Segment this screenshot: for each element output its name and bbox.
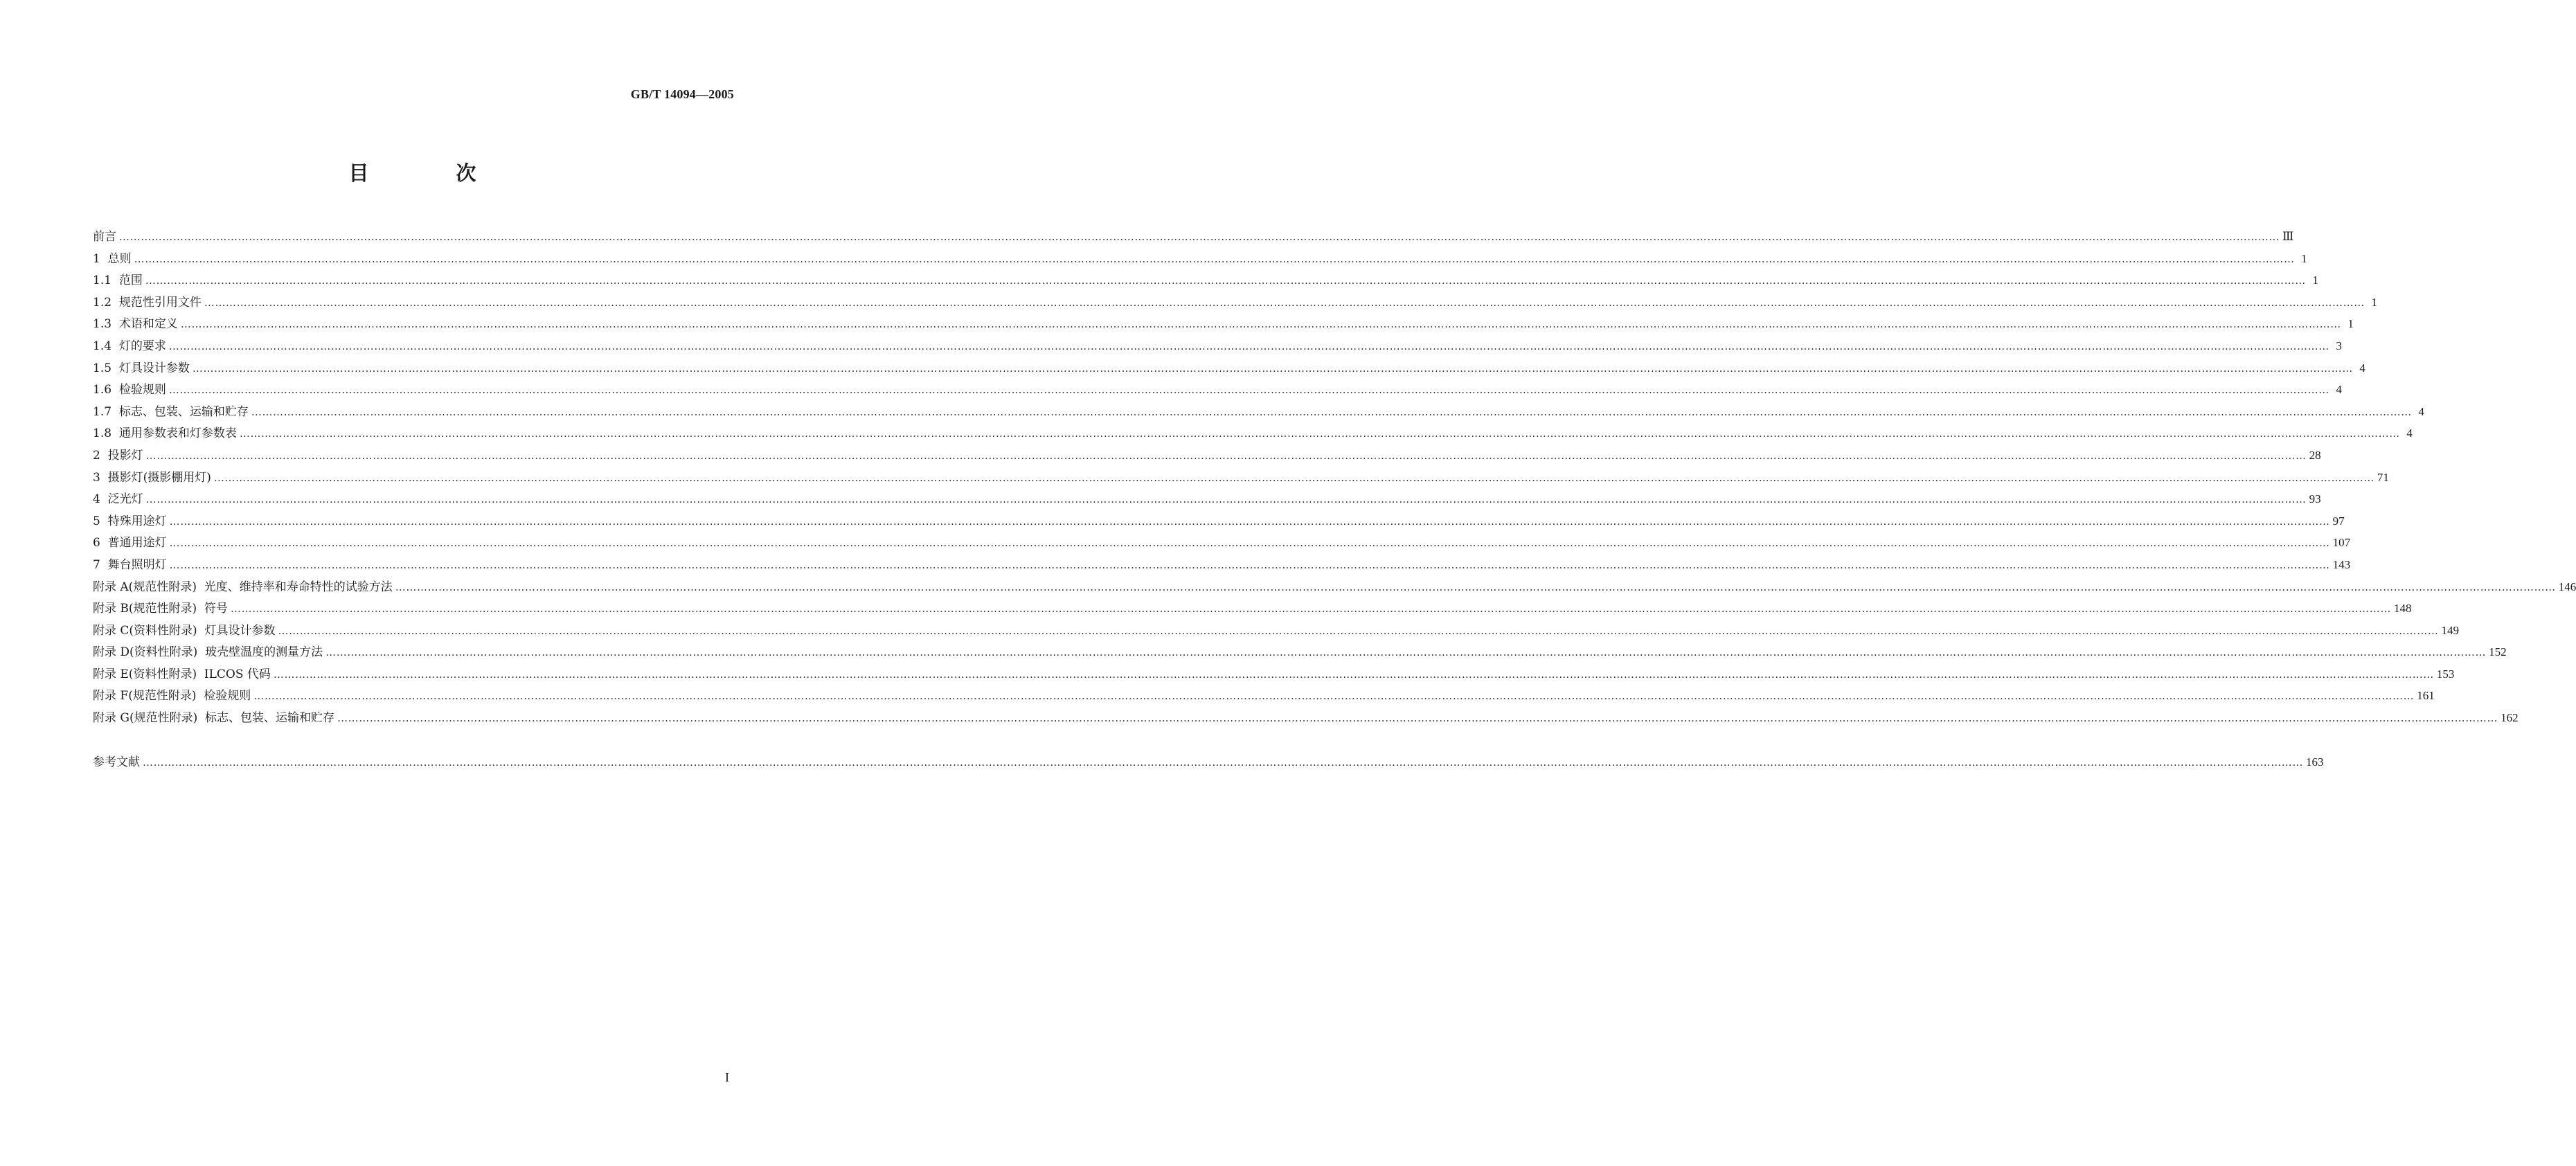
- toc-entry-label: 7 舞台照明灯: [93, 557, 167, 572]
- toc-entry-page: 153: [2436, 667, 2455, 681]
- toc-entry-label: 附录 A(规范性附录) 光度、维持率和寿命特性的试验方法: [93, 580, 393, 594]
- toc-entry-page: 1: [2371, 295, 2377, 309]
- toc-leader-dots: ……………………………………………………………………………………………………………………………………………………………………………………………………………………………………………………………………………………………………………………………………………………………………………………………………………………………………………………………………………………………………………………………………………………: [278, 624, 2439, 637]
- toc-entry-page: 149: [2441, 623, 2459, 637]
- toc-entry[interactable]: [93, 270, 2318, 292]
- toc-leader-dots: ……………………………………………………………………………………………………………………………………………………………………………………………………………………………………………………………………………………………………………………………………………………………………………………………………………………………………………………………………………………………………………………………………………………: [169, 558, 2330, 571]
- page-number: I: [725, 1070, 729, 1084]
- toc-entry-label: 4 泛光灯: [93, 492, 143, 507]
- toc-entry-page: 143: [2332, 557, 2351, 571]
- toc-entry[interactable]: [93, 620, 2459, 643]
- toc-entry-page: 71: [2377, 470, 2389, 484]
- toc-entry[interactable]: [93, 489, 2321, 511]
- toc-entry-label: 1.3 术语和定义: [93, 317, 178, 332]
- toc-entry-page: 97: [2332, 514, 2345, 528]
- toc-entry-label: 1.8 通用参数表和灯参数表: [93, 427, 237, 441]
- toc-leader-dots: ……………………………………………………………………………………………………………………………………………………………………………………………………………………………………………………………………………………………………………………………………………………………………………………………………………………………………………………………………………………………………………………………………………………: [395, 580, 2556, 593]
- toc-entry-label: 附录 B(规范性附录) 符号: [93, 602, 228, 616]
- toc-leader-dots: ……………………………………………………………………………………………………………………………………………………………………………………………………………………………………………………………………………………………………………………………………………………………………………………………………………………………………………………………………………………………………………………………………………………: [251, 405, 2412, 418]
- toc-entry-page: 162: [2501, 711, 2519, 725]
- toc-entry-page: 1: [2347, 317, 2354, 331]
- toc-entry-page: 28: [2309, 448, 2321, 462]
- toc-entry-page: 4: [2418, 404, 2424, 418]
- toc-entry[interactable]: [93, 336, 2342, 358]
- toc-entry[interactable]: [93, 642, 2507, 664]
- toc-entry-page: 3: [2336, 339, 2342, 352]
- toc-entry-page: 148: [2393, 602, 2412, 616]
- toc-entry-label: 3 摄影灯(摄影棚用灯): [93, 470, 211, 485]
- toc-leader-dots: ……………………………………………………………………………………………………………………………………………………………………………………………………………………………………………………………………………………………………………………………………………………………………………………………………………………………………………………………………………………………………………………………………………………: [169, 537, 2330, 550]
- toc-entry-label: 1.6 检验规则: [93, 383, 166, 397]
- toc-leader-dots: ……………………………………………………………………………………………………………………………………………………………………………………………………………………………………………………………………………………………………………………………………………………………………………………………………………………………………………………………………………………………………………………………………………………: [213, 471, 2374, 484]
- toc-entry-label: 附录 F(规范性附录) 检验规则: [93, 689, 251, 703]
- toc-entry[interactable]: [93, 358, 2365, 380]
- toc-leader-dots: ……………………………………………………………………………………………………………………………………………………………………………………………………………………………………………………………………………………………………………………………………………………………………………………………………………………………………………………………………………………………………………………………………………………: [230, 602, 2391, 616]
- toc-entry-page: 107: [2332, 536, 2351, 550]
- toc-entry[interactable]: [93, 402, 2424, 424]
- toc-entry[interactable]: [93, 577, 2576, 599]
- toc-entry-page: 146: [2558, 580, 2576, 593]
- toc-entry[interactable]: [93, 292, 2377, 314]
- toc-entry[interactable]: [93, 379, 2342, 402]
- toc-leader-dots: ……………………………………………………………………………………………………………………………………………………………………………………………………………………………………………………………………………………………………………………………………………………………………………………………………………………………………………………………………………………………………………………………………………………: [337, 712, 2498, 725]
- toc-entry[interactable]: [93, 555, 2351, 577]
- toc-entry[interactable]: [93, 685, 2435, 708]
- toc-leader-dots: ……………………………………………………………………………………………………………………………………………………………………………………………………………………………………………………………………………………………………………………………………………………………………………………………………………………………………………………………………………………………………………………………………………………: [168, 339, 2329, 352]
- toc-leader-dots: ……………………………………………………………………………………………………………………………………………………………………………………………………………………………………………………………………………………………………………………………………………………………………………………………………………………………………………………………………………………………………………………………………………………: [145, 493, 2307, 506]
- toc-entry[interactable]: [93, 226, 2294, 249]
- toc-entry[interactable]: [93, 249, 2307, 271]
- toc-entry[interactable]: [93, 664, 2455, 686]
- toc-entry-page: 4: [2359, 361, 2365, 375]
- toc-leader-dots: ……………………………………………………………………………………………………………………………………………………………………………………………………………………………………………………………………………………………………………………………………………………………………………………………………………………………………………………………………………………………………………………………………………………: [169, 514, 2330, 528]
- toc-leader-dots: ……………………………………………………………………………………………………………………………………………………………………………………………………………………………………………………………………………………………………………………………………………………………………………………………………………………………………………………………………………………………………………………………………………………: [325, 646, 2487, 659]
- toc-entry[interactable]: [93, 467, 2389, 490]
- toc-entry-label: 附录 G(规范性附录) 标志、包装、运输和贮存: [93, 711, 335, 726]
- toc-entry[interactable]: [93, 511, 2345, 533]
- toc-leader-dots: ……………………………………………………………………………………………………………………………………………………………………………………………………………………………………………………………………………………………………………………………………………………………………………………………………………………………………………………………………………………………………………………………………………………: [119, 231, 2280, 243]
- toc-entry[interactable]: [93, 314, 2354, 336]
- toc-entry-label: 6 普通用途灯: [93, 536, 167, 550]
- toc-entry[interactable]: [93, 598, 2412, 620]
- toc-entry-page: 4: [2406, 427, 2413, 440]
- toc-entry[interactable]: [93, 423, 2413, 445]
- toc-entry-label: 2 投影灯: [93, 448, 143, 463]
- toc-leader-dots: ……………………………………………………………………………………………………………………………………………………………………………………………………………………………………………………………………………………………………………………………………………………………………………………………………………………………………………………………………………………………………………………………………………………: [239, 427, 2400, 440]
- toc-entry[interactable]: [93, 445, 2321, 467]
- toc-entry-label: 5 特殊用途灯: [93, 514, 167, 528]
- toc-entry-label: 附录 E(资料性附录) ILCOS 代码: [93, 667, 271, 681]
- toc-leader-dots: ……………………………………………………………………………………………………………………………………………………………………………………………………………………………………………………………………………………………………………………………………………………………………………………………………………………………………………………………………………………………………………………………………………………: [168, 384, 2329, 397]
- toc-entry[interactable]: [93, 532, 2351, 555]
- page-title: 目 次: [348, 161, 517, 185]
- table-of-contents: [93, 226, 2576, 773]
- toc-leader-dots: ……………………………………………………………………………………………………………………………………………………………………………………………………………………………………………………………………………………………………………………………………………………………………………………………………………………………………………………………………………………………………………………………………………………: [134, 252, 2295, 265]
- toc-leader-dots: ……………………………………………………………………………………………………………………………………………………………………………………………………………………………………………………………………………………………………………………………………………………………………………………………………………………………………………………………………………………………………………………………………………………: [145, 449, 2307, 462]
- toc-leader-dots: ……………………………………………………………………………………………………………………………………………………………………………………………………………………………………………………………………………………………………………………………………………………………………………………………………………………………………………………………………………………………………………………………………………………: [273, 667, 2434, 681]
- toc-leader-dots: ……………………………………………………………………………………………………………………………………………………………………………………………………………………………………………………………………………………………………………………………………………………………………………………………………………………………………………………………………………………………………………………………………………………: [192, 361, 2353, 375]
- toc-entry-label: 1.5 灯具设计参数: [93, 361, 190, 375]
- toc-entry-page: 93: [2309, 492, 2321, 506]
- toc-entry-label: 1.2 规范性引用文件: [93, 295, 202, 310]
- toc-leader-dots: ……………………………………………………………………………………………………………………………………………………………………………………………………………………………………………………………………………………………………………………………………………………………………………………………………………………………………………………………………………………………………………………………………………………: [253, 690, 2415, 703]
- toc-entry-label: 1.1 范围: [93, 273, 143, 288]
- toc-entry-page: 163: [2306, 755, 2324, 769]
- toc-entry-label: 1.4 灯的要求: [93, 339, 166, 353]
- document-code: GB/T 14094—2005: [630, 87, 734, 101]
- toc-leader-dots: ……………………………………………………………………………………………………………………………………………………………………………………………………………………………………………………………………………………………………………………………………………………………………………………………………………………………………………………………………………………………………………………………………………………: [145, 274, 2306, 287]
- toc-entry-label: 1 总则: [93, 251, 132, 266]
- toc-entry-label: 附录 D(资料性附录) 玻壳壁温度的测量方法: [93, 645, 323, 660]
- toc-entry-page: 1: [2312, 273, 2318, 287]
- toc-entry-page: Ⅲ: [2282, 230, 2294, 243]
- toc-entry-label: 前言: [93, 230, 116, 244]
- toc-leader-dots: ……………………………………………………………………………………………………………………………………………………………………………………………………………………………………………………………………………………………………………………………………………………………………………………………………………………………………………………………………………………………………………………………………………………: [143, 755, 2303, 769]
- toc-entry-page: 152: [2489, 645, 2507, 659]
- toc-entry[interactable]: [93, 752, 2324, 774]
- toc-entry-page: 161: [2417, 689, 2435, 703]
- toc-entry[interactable]: [93, 708, 2519, 730]
- toc-entry-label: 参考文献: [93, 755, 140, 769]
- toc-entry-page: 1: [2301, 251, 2307, 265]
- toc-entry-label: 附录 C(资料性附录) 灯具设计参数: [93, 623, 276, 638]
- toc-leader-dots: ……………………………………………………………………………………………………………………………………………………………………………………………………………………………………………………………………………………………………………………………………………………………………………………………………………………………………………………………………………………………………………………………………………………: [180, 318, 2341, 331]
- toc-entry-label: 1.7 标志、包装、运输和贮存: [93, 404, 249, 419]
- toc-leader-dots: ……………………………………………………………………………………………………………………………………………………………………………………………………………………………………………………………………………………………………………………………………………………………………………………………………………………………………………………………………………………………………………………………………………………: [204, 296, 2365, 309]
- toc-entry-page: 4: [2336, 383, 2342, 397]
